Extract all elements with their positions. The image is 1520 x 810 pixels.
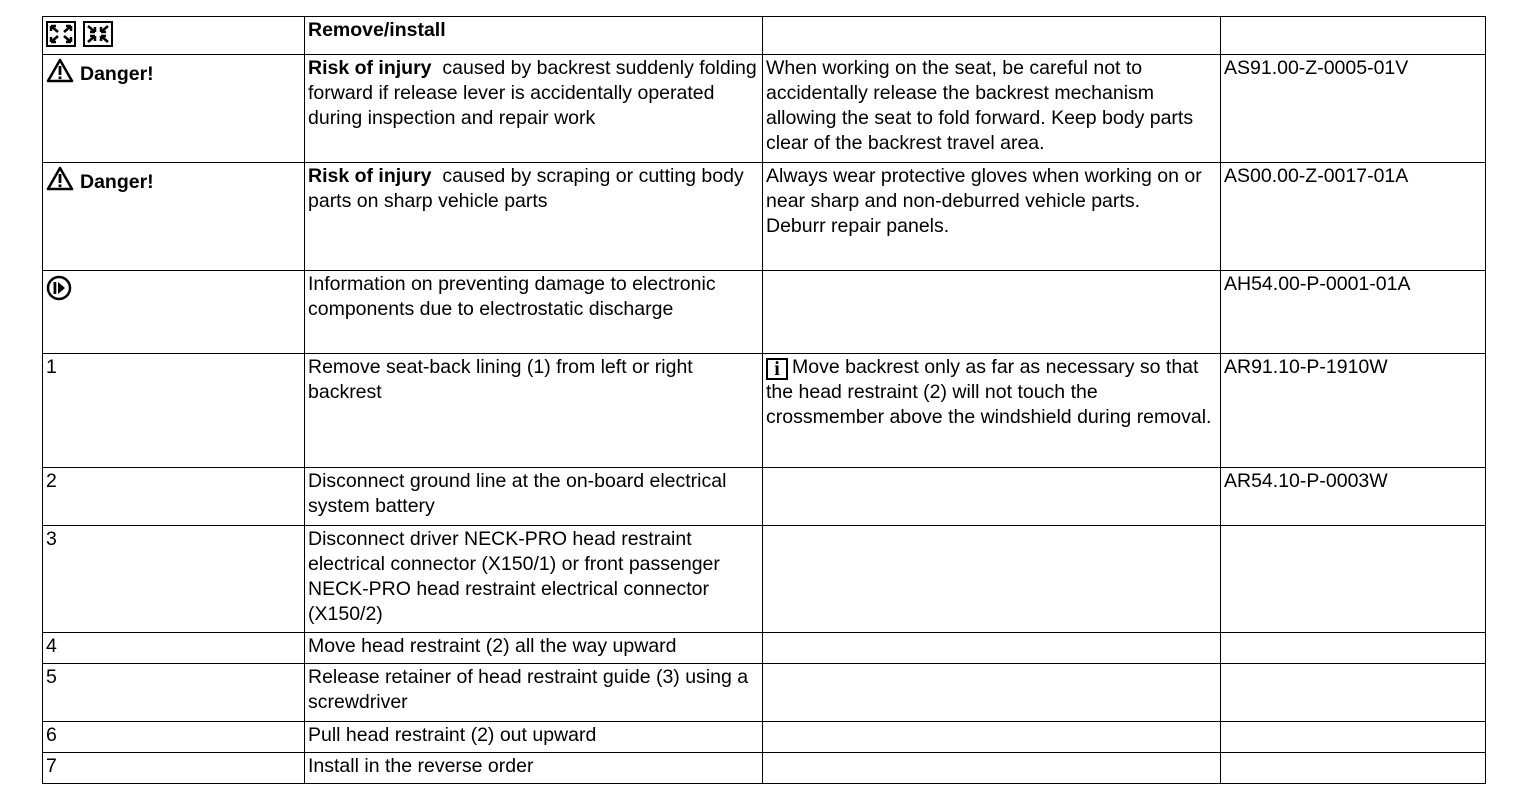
step-note-cell [763, 664, 1221, 722]
step-desc: Remove seat-back lining (1) from left or right backrest [308, 356, 693, 403]
step-number-cell [43, 354, 305, 468]
esd-info-icon [46, 275, 72, 308]
step-desc: Pull head restraint (2) out upward [308, 724, 597, 746]
step-note-cell [763, 753, 1221, 784]
danger-label-text: Danger! [80, 170, 154, 193]
warning-triangle-icon [46, 166, 74, 198]
step-ref-cell [1221, 468, 1486, 526]
esd-desc: Information on preventing damage to electronic components due to electrostatic discharge [308, 273, 716, 320]
step-desc-cell [305, 722, 763, 753]
reference-code: AR91.10-P-1910W [1224, 356, 1388, 378]
step-ref-cell [1221, 753, 1486, 784]
info-icon: i [766, 358, 788, 380]
step-row [43, 633, 1486, 664]
step-desc-cell [305, 354, 763, 468]
step-ref-cell [1221, 722, 1486, 753]
remove-icon [46, 21, 76, 54]
danger-ref-cell [1221, 163, 1486, 271]
step-number-cell [43, 664, 305, 722]
header-empty-note [763, 17, 1221, 55]
danger-desc-cell [305, 163, 763, 271]
step-desc-cell [305, 526, 763, 633]
step-desc: Disconnect ground line at the on-board electrical system battery [308, 470, 727, 517]
header-title [305, 17, 763, 55]
reference-code: AS00.00-Z-0017-01A [1224, 165, 1409, 187]
step-number: 7 [46, 755, 57, 777]
step-note-cell [763, 526, 1221, 633]
step-desc: Disconnect driver NECK-PRO head restraint electrical connector (X150/1) or front passenger NECK-PRO head restraint electrical connector (X150/2) [308, 528, 720, 625]
step-desc: Release retainer of head restraint guide (3) using a screwdriver [308, 666, 749, 713]
danger-row-sharp-parts [43, 163, 1486, 271]
warning-triangle-icon [46, 58, 74, 90]
step-note-cell [763, 633, 1221, 664]
install-icon [83, 21, 113, 54]
reference-code: AH54.00-P-0001-01A [1224, 273, 1411, 295]
reference-code: AR54.10-P-0003W [1224, 470, 1388, 492]
danger-note: Always wear protective gloves when working on or near sharp and non-deburred vehicle parts. Deburr repair panels. [766, 165, 1202, 237]
danger-row-backrest [43, 55, 1486, 163]
step-number: 2 [46, 470, 57, 492]
step-row [43, 753, 1486, 784]
step-ref-cell [1221, 664, 1486, 722]
esd-info-row [43, 271, 1486, 354]
step-number-cell [43, 722, 305, 753]
step-number-cell [43, 468, 305, 526]
danger-note: When working on the seat, be careful not to accidentally release the backrest mechanism allowing the seat to fold forward. Keep body parts clear of the backrest travel area. [766, 57, 1194, 154]
danger-label [46, 58, 154, 90]
step-number: 1 [46, 356, 57, 378]
step-desc: Move head restraint (2) all the way upward [308, 635, 677, 657]
step-desc-cell [305, 753, 763, 784]
danger-label-cell [43, 163, 305, 271]
esd-icon-cell [43, 271, 305, 354]
step-row [43, 468, 1486, 526]
risk-text: caused by backrest suddenly folding forward if release lever is accidentally operated during inspection and repair work [308, 57, 757, 129]
step-number-cell [43, 526, 305, 633]
header-icons-cell [43, 17, 305, 55]
danger-label [46, 166, 154, 198]
step-number-cell [43, 633, 305, 664]
risk-text: caused by scraping or cutting body parts on sharp vehicle parts [308, 165, 744, 212]
procedure-table [42, 16, 1486, 784]
reference-code: AS91.00-Z-0005-01V [1224, 57, 1409, 79]
header-row [43, 17, 1486, 55]
step-desc: Install in the reverse order [308, 755, 534, 777]
step-note-cell [763, 722, 1221, 753]
step-number: 3 [46, 528, 57, 550]
esd-ref-cell [1221, 271, 1486, 354]
step-desc-cell [305, 468, 763, 526]
step-ref-cell [1221, 633, 1486, 664]
danger-label-cell [43, 55, 305, 163]
step-row [43, 722, 1486, 753]
step-ref-cell [1221, 354, 1486, 468]
danger-note-cell [763, 163, 1221, 271]
step-note-cell [763, 354, 1221, 468]
step-number-cell [43, 753, 305, 784]
danger-desc-cell [305, 55, 763, 163]
header-title-text: Remove/install [308, 19, 446, 41]
step-row [43, 526, 1486, 633]
header-empty-ref [1221, 17, 1486, 55]
danger-ref-cell [1221, 55, 1486, 163]
step-ref-cell [1221, 526, 1486, 633]
step-desc-cell [305, 633, 763, 664]
step-number: 5 [46, 666, 57, 688]
danger-label-text: Danger! [80, 62, 154, 85]
step-desc-cell [305, 664, 763, 722]
step-number: 4 [46, 635, 57, 657]
esd-note-cell [763, 271, 1221, 354]
risk-title: Risk of injury [308, 57, 432, 79]
step-note-cell [763, 468, 1221, 526]
step-row [43, 354, 1486, 468]
danger-note-cell [763, 55, 1221, 163]
step-row [43, 664, 1486, 722]
step-number: 6 [46, 724, 57, 746]
esd-desc-cell [305, 271, 763, 354]
step-note: Move backrest only as far as necessary so that the head restraint (2) will not touch the crossmember above the windshield during removal. [766, 356, 1212, 428]
risk-title: Risk of injury [308, 165, 432, 187]
